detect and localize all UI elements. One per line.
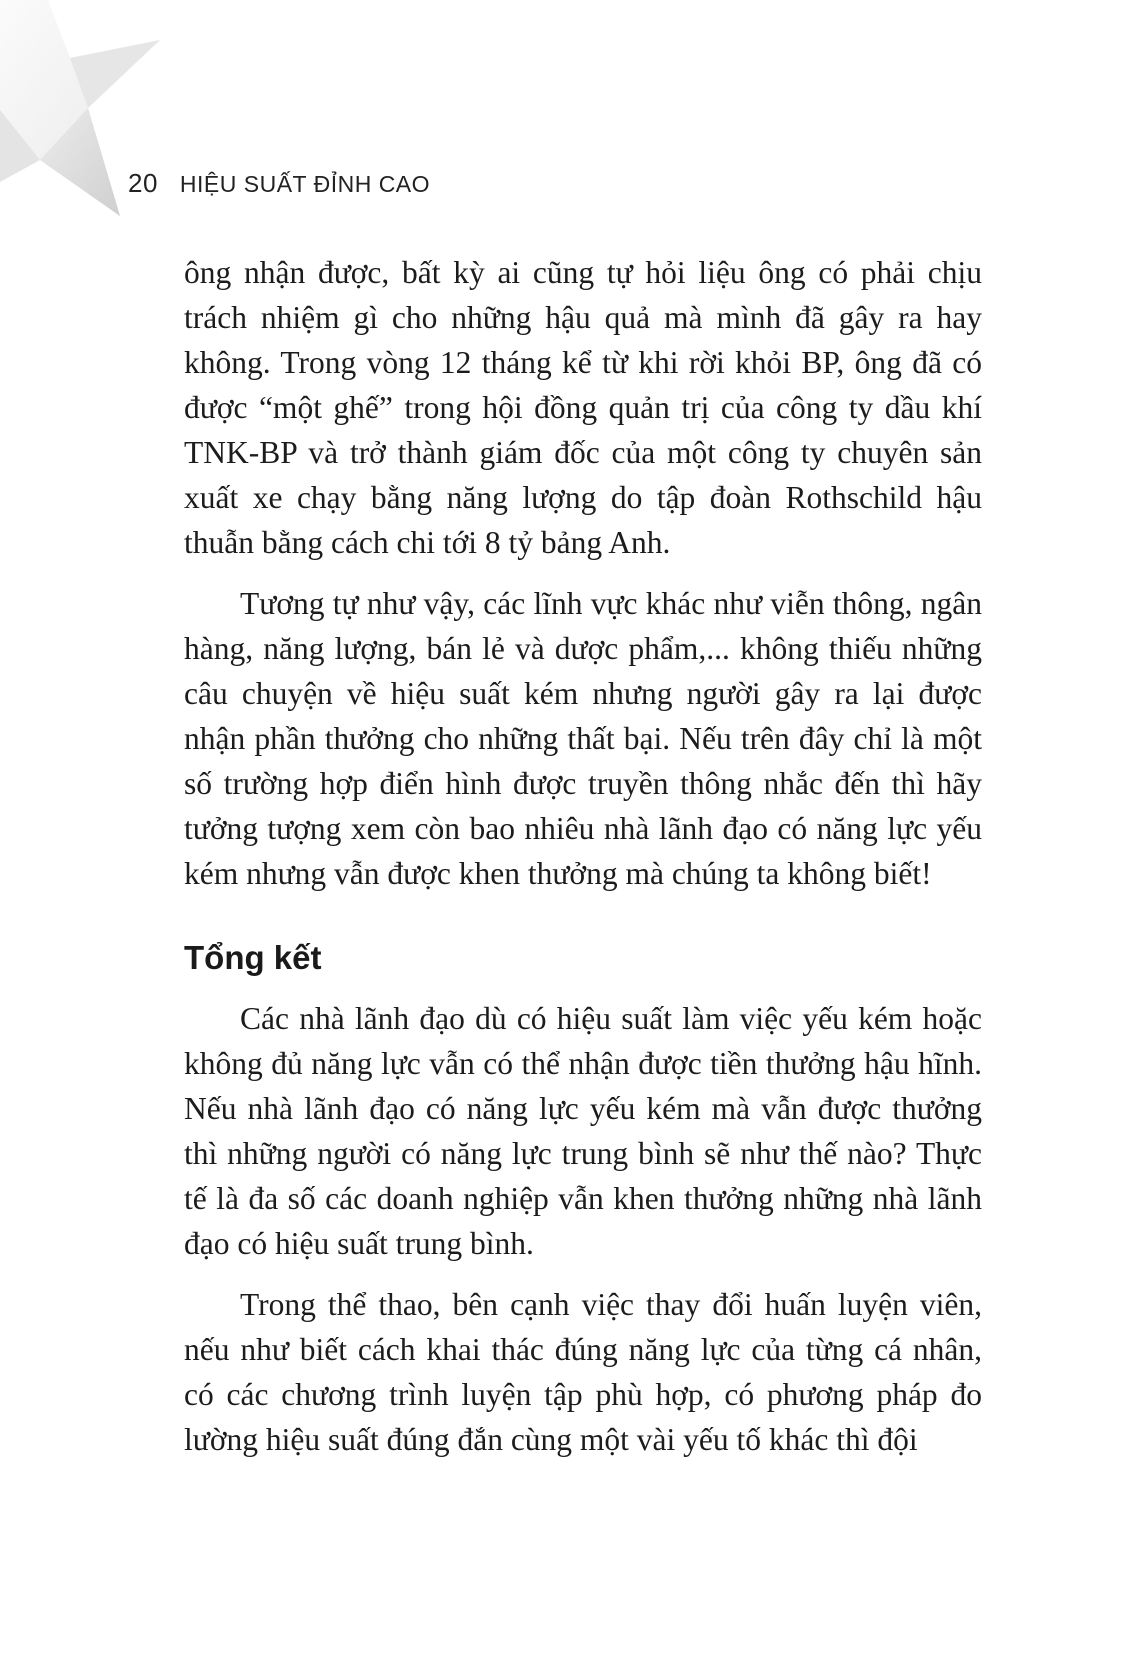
section-heading: Tổng kết: [184, 939, 322, 976]
paragraph: Tương tự như vậy, các lĩnh vực khác như viễn thông, ngân hàng, năng lượng, bán lẻ và dược phẩm,... không thiếu những câu chuyện về hiệu suất kém nhưng người gây ra lại được nhận phần thưởng cho những thất bại. Nếu trên đây chỉ là một số trường hợp điển hình được truyền thông nhắc đến thì hãy tưởng tượng xem còn bao nhiêu nhà lãnh đạo có năng lực yếu kém nhưng vẫn được khen thưởng mà chúng ta không biết!: [184, 586, 982, 891]
paragraph: ông nhận được, bất kỳ ai cũng tự hỏi liệu ông có phải chịu trách nhiệm gì cho những hậu quả mà mình đã gây ra hay không. Trong vòng 12 tháng kể từ khi rời khỏi BP, ông đã có được “một ghế” trong hội đồng quản trị của công ty dầu khí TNK-BP và trở thành giám đốc của một công ty chuyên sản xuất xe chạy bằng năng lượng do tập đoàn Rothschild hậu thuẫn bằng cách chi tới 8 tỷ bảng Anh.: [184, 255, 982, 560]
paragraph: Trong thể thao, bên cạnh việc thay đổi huấn luyện viên, nếu như biết cách khai thác đúng năng lực của từng cá nhân, có các chương trình luyện tập phù hợp, có phương pháp đo lường hiệu suất đúng đắn cùng một vài yếu tố khác thì đội: [184, 1287, 982, 1457]
running-head: [128, 168, 430, 199]
paragraph: Các nhà lãnh đạo dù có hiệu suất làm việc yếu kém hoặc không đủ năng lực vẫn có thể nhận được tiền thưởng hậu hĩnh. Nếu nhà lãnh đạo có năng lực yếu kém mà vẫn được thưởng thì những người có năng lực trung bình sẽ như thế nào? Thực tế là đa số các doanh nghiệp vẫn khen thưởng những nhà lãnh đạo có hiệu suất trung bình.: [184, 1001, 982, 1261]
book-title: HIỆU SUẤT ĐỈNH CAO: [179, 171, 431, 197]
body-text: [184, 250, 982, 1462]
page-number: 20: [128, 168, 158, 198]
